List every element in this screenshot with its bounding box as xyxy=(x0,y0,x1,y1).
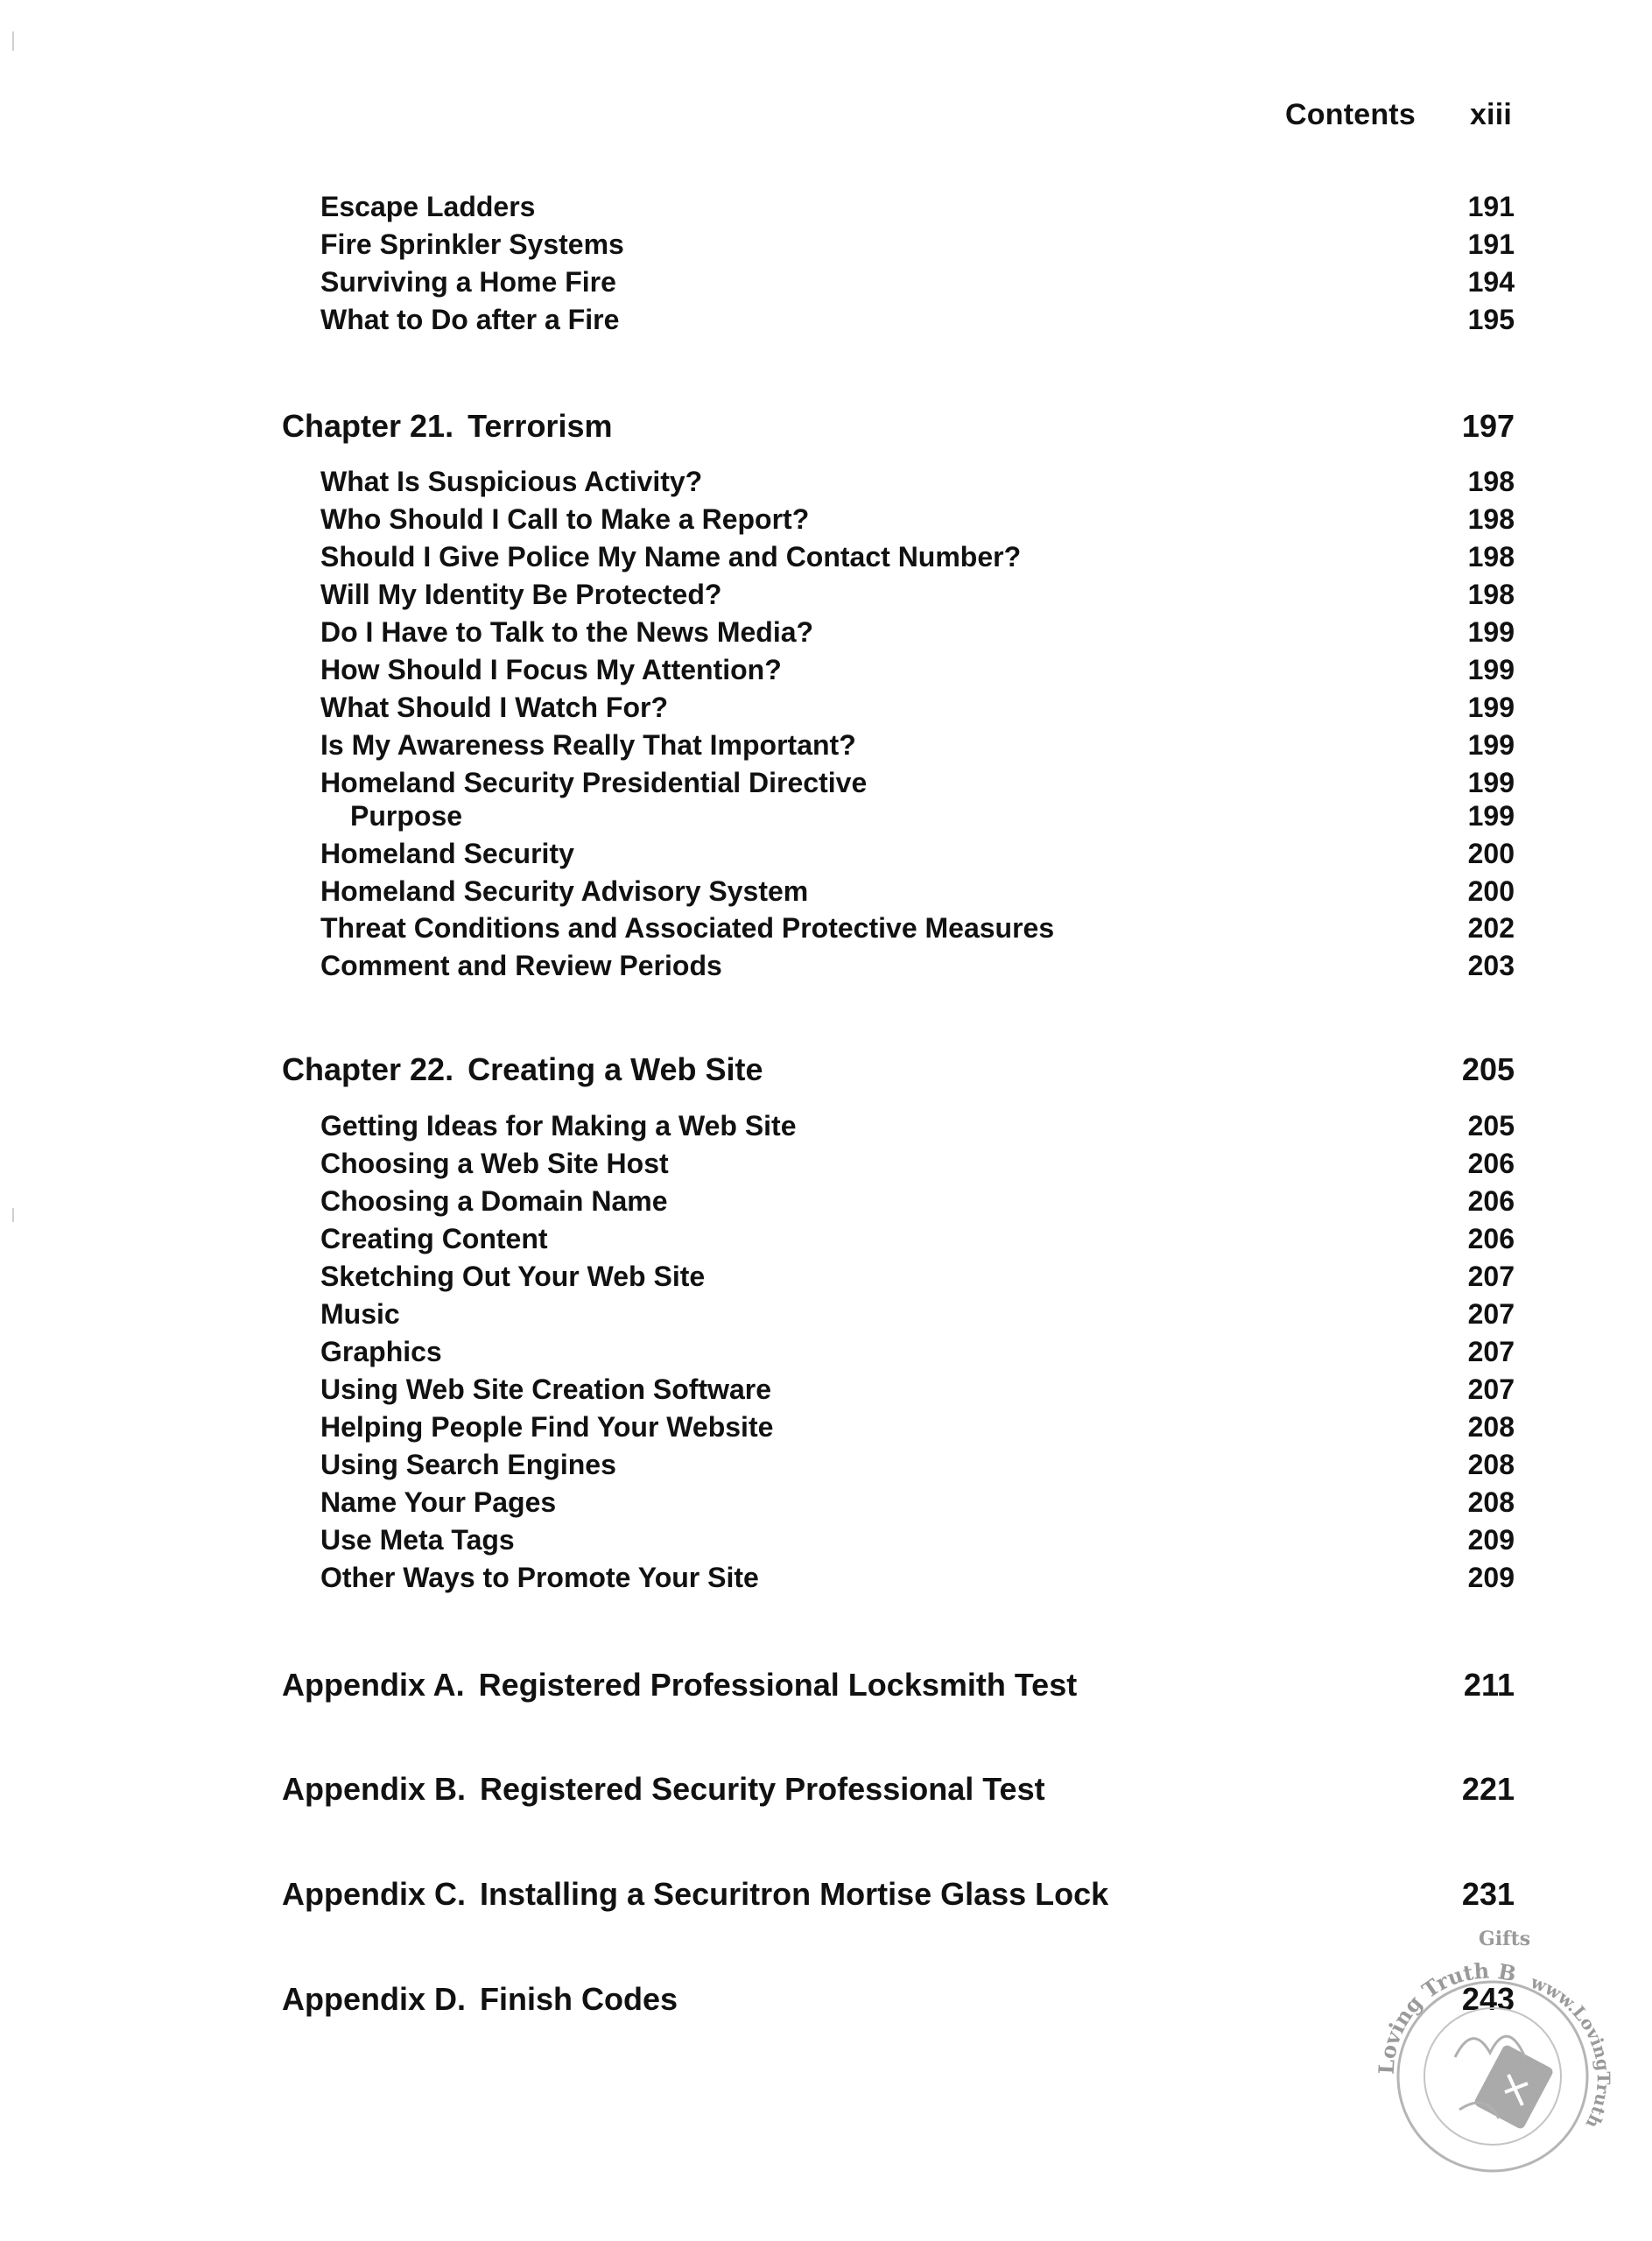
entry-title: How Should I Focus My Attention? xyxy=(320,654,782,685)
appendix-heading-c xyxy=(280,1876,1515,1913)
toc-entry xyxy=(280,1486,1515,1519)
appendix-title: Installing a Securitron Mortise Glass Lock xyxy=(480,1876,1109,1912)
chapter-number: Chapter 21. xyxy=(282,408,454,444)
toc-entry xyxy=(280,875,1515,908)
entry-page: 203 xyxy=(1467,950,1515,981)
entry-title: Homeland Security xyxy=(320,838,574,869)
svg-text:Loving Truth Books: Loving Truth B xyxy=(1373,1957,1519,2076)
entry-page: 207 xyxy=(1467,1373,1515,1405)
toc-entry xyxy=(280,228,1515,261)
toc-entry xyxy=(280,1261,1515,1293)
entry-page: 208 xyxy=(1467,1486,1515,1518)
entry-page: 208 xyxy=(1467,1449,1515,1480)
toc-entry xyxy=(280,304,1515,336)
appendix-page: 211 xyxy=(1463,1667,1515,1703)
entry-page: 199 xyxy=(1467,692,1515,723)
toc-entry xyxy=(280,1524,1515,1556)
toc-entry xyxy=(280,838,1515,870)
appendix-title: Finish Codes xyxy=(480,1981,678,2017)
toc-entry xyxy=(280,1562,1515,1594)
chapter-page: 205 xyxy=(1461,1051,1515,1087)
chapter-page: 197 xyxy=(1461,408,1515,444)
toc-entry xyxy=(280,616,1515,649)
svg-text:Gifts: Gifts xyxy=(1479,1928,1531,1950)
toc-entry xyxy=(280,541,1515,573)
entry-page: 195 xyxy=(1467,304,1515,335)
running-head-page: xiii xyxy=(1469,98,1512,131)
toc-entry xyxy=(280,266,1515,299)
entry-page: 209 xyxy=(1467,1524,1515,1556)
entry-page: 198 xyxy=(1467,466,1515,497)
chapter-title: Terrorism xyxy=(467,408,613,444)
toc-entry xyxy=(280,692,1515,724)
entry-page: 200 xyxy=(1467,875,1515,907)
toc-entry xyxy=(280,1110,1515,1142)
entry-title: Homeland Security Presidential Directive xyxy=(320,767,868,798)
entry-page: 200 xyxy=(1467,838,1515,869)
entry-title: Music xyxy=(320,1298,400,1330)
entry-title: Graphics xyxy=(320,1336,442,1367)
entry-page: 206 xyxy=(1467,1185,1515,1217)
toc-entry xyxy=(280,191,1515,223)
entry-title: Creating Content xyxy=(320,1223,548,1254)
entry-page: 199 xyxy=(1467,654,1515,685)
entry-title: Name Your Pages xyxy=(320,1486,557,1518)
entry-page: 199 xyxy=(1467,729,1515,761)
toc-entry xyxy=(280,1148,1515,1180)
appendix-heading-a xyxy=(280,1667,1515,1704)
entry-title: Will My Identity Be Protected? xyxy=(320,579,722,610)
entry-page: 198 xyxy=(1467,541,1515,573)
appendix-heading-d xyxy=(280,1981,1515,2018)
entry-title: Helping People Find Your Website xyxy=(320,1411,774,1443)
entry-title: Who Should I Call to Make a Report? xyxy=(320,503,810,535)
entry-title: Homeland Security Advisory System xyxy=(320,875,809,907)
toc-entry xyxy=(280,1336,1515,1368)
toc-entry xyxy=(280,654,1515,686)
entry-page: 191 xyxy=(1467,228,1515,260)
entry-title: Purpose xyxy=(350,800,463,832)
chapter-heading-22 xyxy=(280,1051,1515,1088)
entry-page: 209 xyxy=(1467,1562,1515,1593)
entry-title: Should I Give Police My Name and Contact Number? xyxy=(320,541,1022,573)
entry-page: 208 xyxy=(1467,1411,1515,1443)
chapter-heading-21 xyxy=(280,408,1515,445)
appendix-title: Registered Security Professional Test xyxy=(480,1771,1045,1807)
entry-title: What Should I Watch For? xyxy=(320,692,668,723)
entry-page: 198 xyxy=(1467,579,1515,610)
appendix-number: Appendix B. xyxy=(282,1771,467,1807)
entry-page: 202 xyxy=(1467,912,1515,944)
entry-title: What to Do after a Fire xyxy=(320,304,620,335)
entry-title: Fire Sprinkler Systems xyxy=(320,228,624,260)
running-head-label: Contents xyxy=(1285,98,1416,131)
entry-title: What Is Suspicious Activity? xyxy=(320,466,703,497)
toc-entry xyxy=(280,1411,1515,1444)
toc-entry xyxy=(280,912,1515,945)
toc-subentry xyxy=(280,800,1515,832)
appendix-number: Appendix D. xyxy=(282,1981,467,2017)
appendix-number: Appendix A. xyxy=(282,1667,465,1703)
entry-title: Use Meta Tags xyxy=(320,1524,515,1556)
entry-title: Choosing a Web Site Host xyxy=(320,1148,669,1179)
entry-page: 207 xyxy=(1467,1298,1515,1330)
chapter-number: Chapter 22. xyxy=(282,1051,454,1087)
toc-entry xyxy=(280,1449,1515,1481)
entry-title: Comment and Review Periods xyxy=(320,950,722,981)
scan-edge-mark xyxy=(12,1208,14,1222)
toc-entry xyxy=(280,767,1515,799)
entry-title: Threat Conditions and Associated Protective Measures xyxy=(320,912,1055,944)
toc-entry xyxy=(280,950,1515,982)
toc-entry xyxy=(280,466,1515,498)
entry-title: Do I Have to Talk to the News Media? xyxy=(320,616,814,648)
watermark-stamp xyxy=(1354,1926,1617,2206)
appendix-number: Appendix C. xyxy=(282,1876,467,1912)
appendix-heading-b xyxy=(280,1771,1515,1808)
toc-entry xyxy=(280,1298,1515,1331)
entry-title: Choosing a Domain Name xyxy=(320,1185,668,1217)
scan-edge-mark xyxy=(12,32,14,51)
entry-page: 205 xyxy=(1467,1110,1515,1142)
appendix-page: 231 xyxy=(1461,1876,1515,1912)
appendix-page: 221 xyxy=(1461,1771,1515,1807)
entry-page: 191 xyxy=(1467,191,1515,222)
stamp-seal-icon xyxy=(1354,1926,1617,2206)
entry-title: Is My Awareness Really That Important? xyxy=(320,729,856,761)
svg-text:www.LovingTruthBooks.com: www.LovingTruth xyxy=(1528,1971,1614,2132)
appendix-page: 243 xyxy=(1461,1981,1515,2017)
entry-page: 194 xyxy=(1467,266,1515,298)
appendix-title: Registered Professional Locksmith Test xyxy=(478,1667,1078,1703)
entry-page: 199 xyxy=(1467,767,1515,798)
toc-entry xyxy=(280,579,1515,611)
entry-page: 207 xyxy=(1467,1261,1515,1292)
chapter-title: Creating a Web Site xyxy=(467,1051,763,1087)
entry-title: Using Search Engines xyxy=(320,1449,616,1480)
entry-title: Escape Ladders xyxy=(320,191,536,222)
entry-title: Other Ways to Promote Your Site xyxy=(320,1562,759,1593)
entry-title: Surviving a Home Fire xyxy=(320,266,616,298)
entry-page: 199 xyxy=(1467,800,1515,832)
entry-title: Getting Ideas for Making a Web Site xyxy=(320,1110,797,1142)
toc-entry xyxy=(280,1223,1515,1255)
entry-page: 207 xyxy=(1467,1336,1515,1367)
entry-title: Sketching Out Your Web Site xyxy=(320,1261,706,1292)
running-head xyxy=(1285,98,1512,132)
toc-entry xyxy=(280,1373,1515,1406)
toc-entry xyxy=(280,729,1515,762)
entry-page: 198 xyxy=(1467,503,1515,535)
toc-entry xyxy=(280,1185,1515,1218)
toc-entry xyxy=(280,503,1515,536)
entry-page: 206 xyxy=(1467,1148,1515,1179)
entry-page: 206 xyxy=(1467,1223,1515,1254)
entry-title: Using Web Site Creation Software xyxy=(320,1373,772,1405)
entry-page: 199 xyxy=(1467,616,1515,648)
